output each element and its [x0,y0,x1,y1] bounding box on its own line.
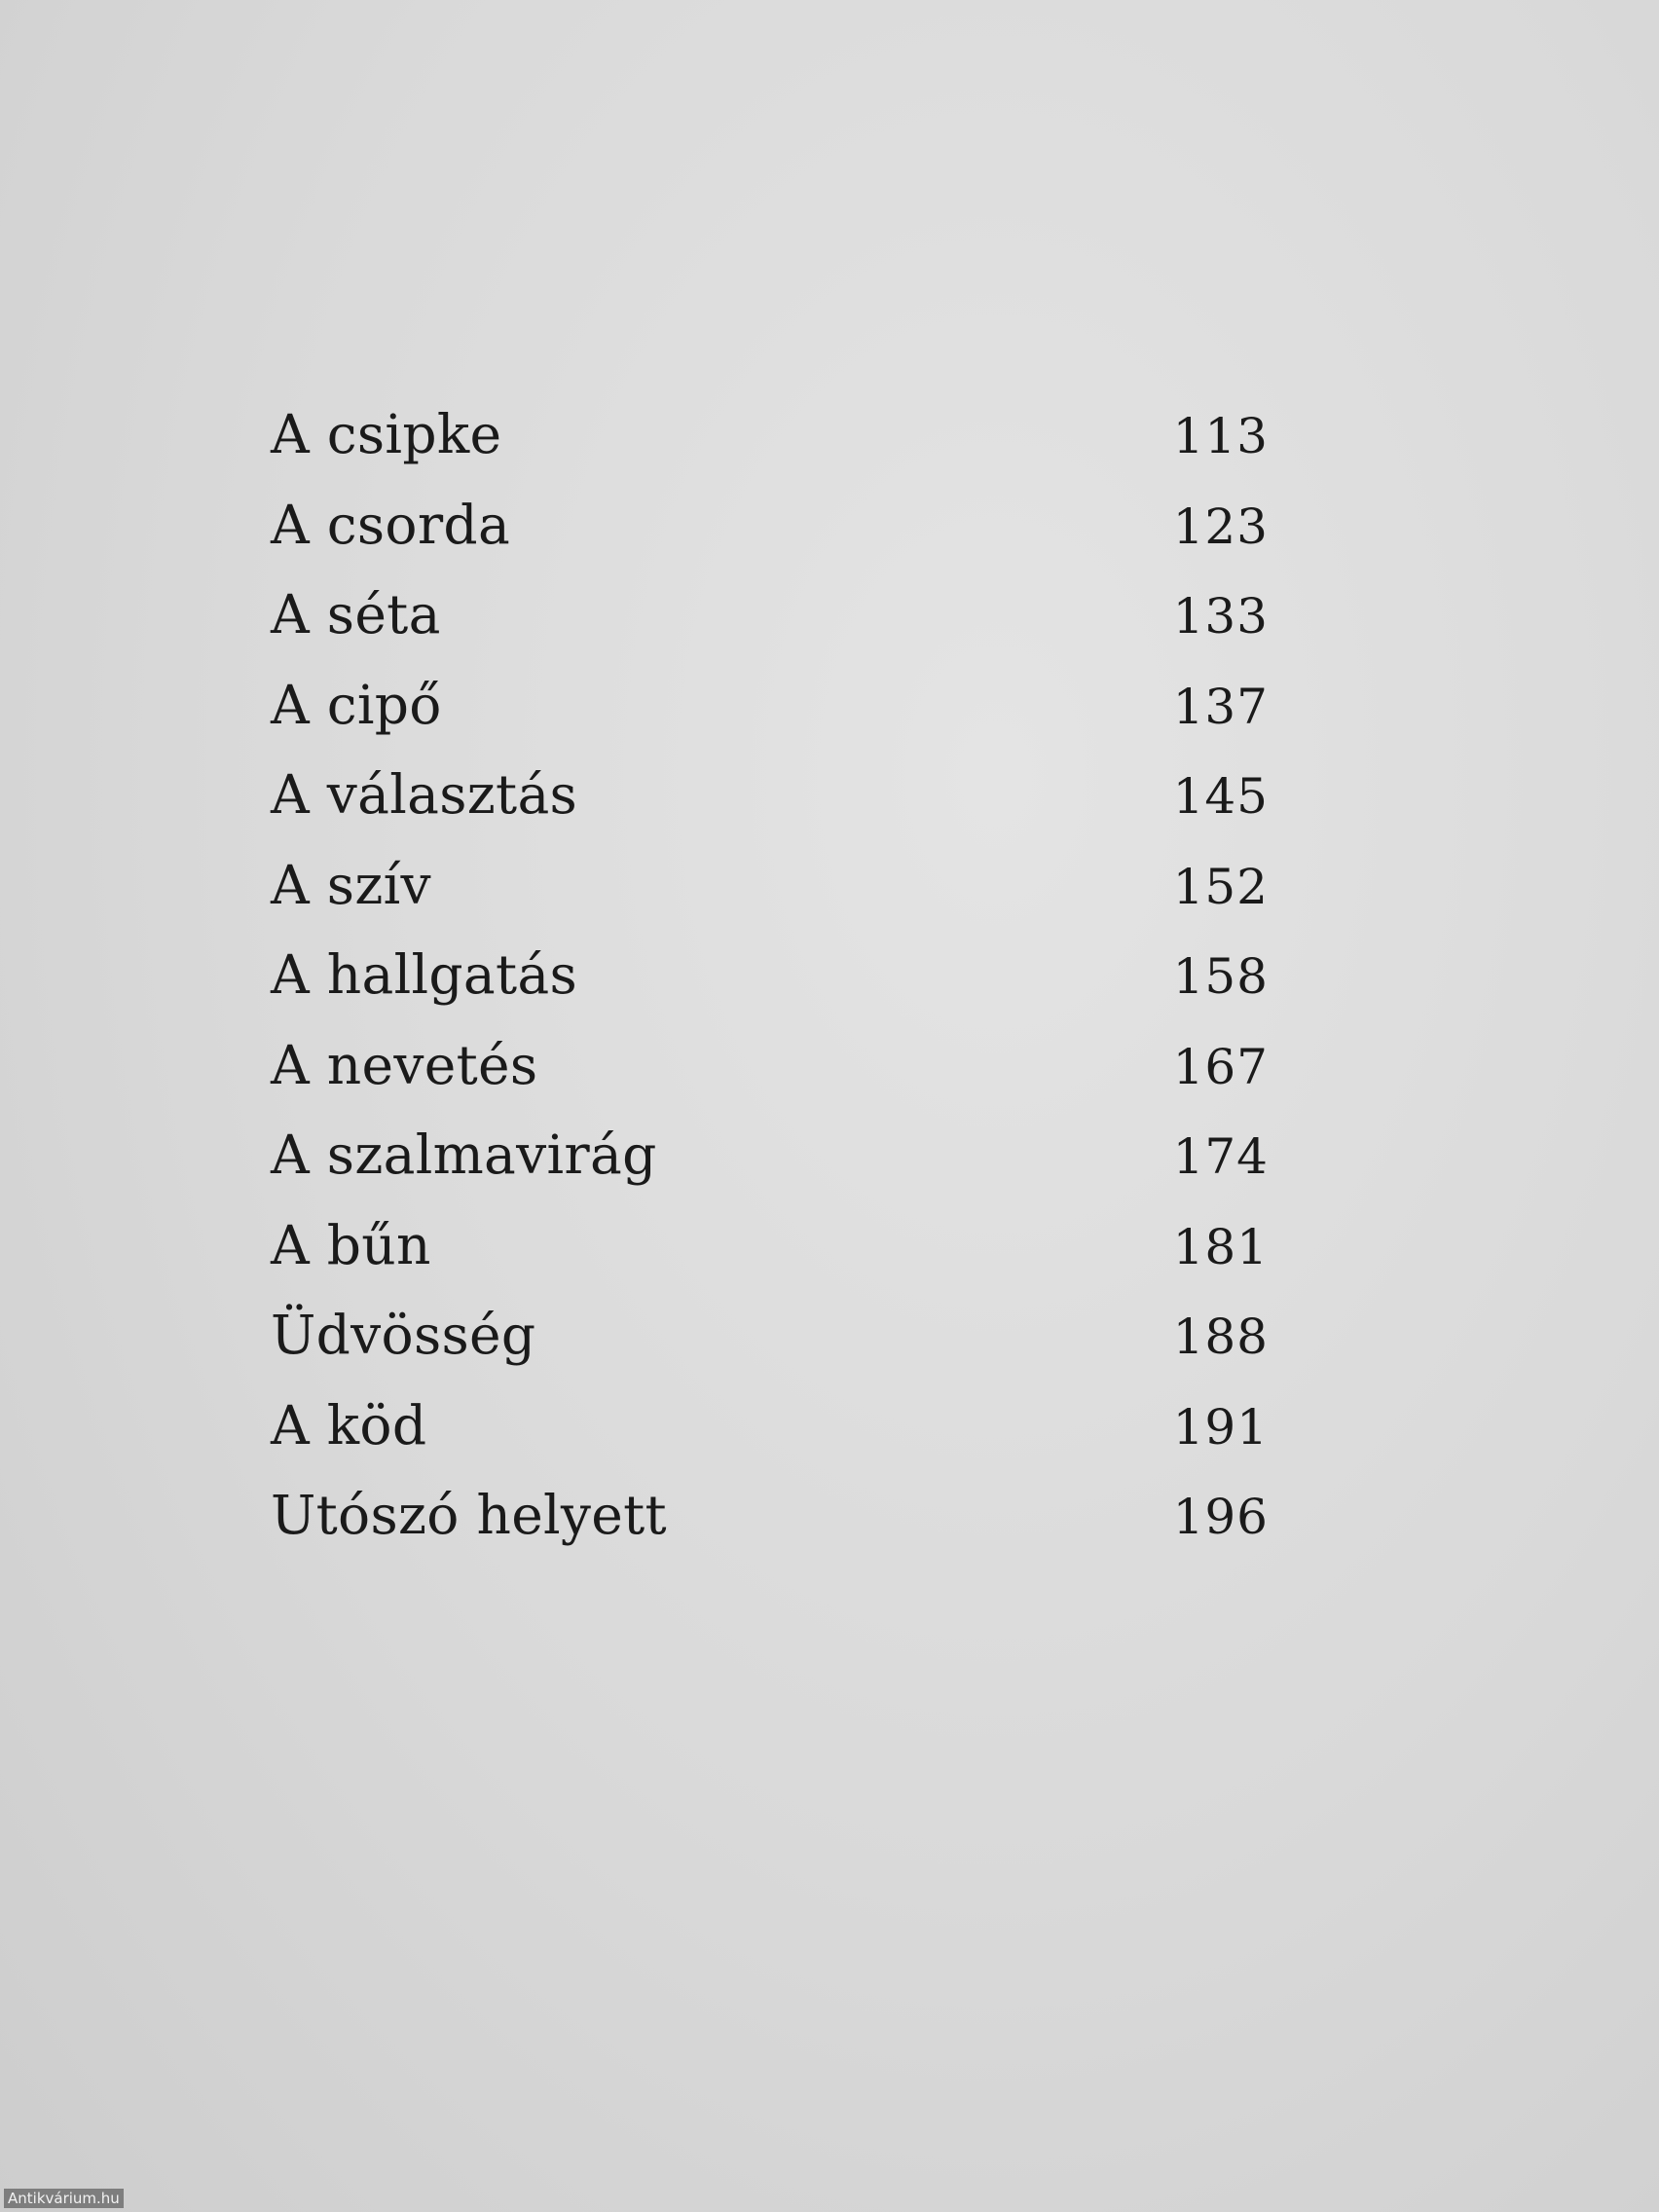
toc-entry [271,1110,1269,1200]
toc-entry-title: A bűn [271,1213,431,1276]
toc-entry-title: A csorda [271,493,511,556]
toc-entry-page: 158 [1172,948,1269,1005]
toc-entry-title: Utószó helyett [271,1484,667,1546]
toc-entry-title: Üdvösség [271,1304,536,1366]
toc-entry-title: A köd [271,1393,427,1456]
toc-entry [271,1470,1269,1561]
toc-entry-page: 113 [1172,408,1269,464]
toc-entry [271,660,1269,751]
toc-entry [271,750,1269,840]
toc-entry [271,1200,1269,1291]
toc-entry-page: 174 [1172,1128,1269,1185]
toc-entry-title: A szív [271,853,431,916]
toc-entry-page: 196 [1172,1489,1269,1545]
toc-entry [271,930,1269,1020]
toc-entry-title: A szalmavirág [271,1124,657,1186]
toc-entry-page: 137 [1172,678,1269,735]
toc-entry [271,1290,1269,1381]
toc-entry-page: 191 [1172,1398,1269,1456]
toc-entry-page: 133 [1172,588,1269,645]
toc-entry-page: 145 [1172,768,1269,825]
toc-entry-page: 167 [1172,1038,1269,1095]
table-of-contents [271,389,1269,1561]
toc-entry-title: A hallgatás [271,943,578,1006]
toc-entry-title: A választás [271,763,578,826]
toc-entry-title: A nevetés [271,1033,538,1096]
toc-entry-page: 152 [1172,858,1269,915]
toc-entry-title: A csipke [271,403,502,465]
toc-entry [271,570,1269,660]
toc-entry [271,1020,1269,1111]
toc-entry-page: 188 [1172,1309,1269,1365]
toc-entry-title: A séta [271,583,441,645]
toc-entry [271,840,1269,931]
toc-entry [271,1381,1269,1471]
toc-entry [271,389,1269,480]
toc-entry-page: 123 [1172,498,1269,555]
toc-entry-page: 181 [1172,1218,1269,1275]
watermark: Antikvárium.hu [4,2189,124,2208]
toc-entry-title: A cipő [271,673,442,736]
toc-entry [271,480,1269,571]
